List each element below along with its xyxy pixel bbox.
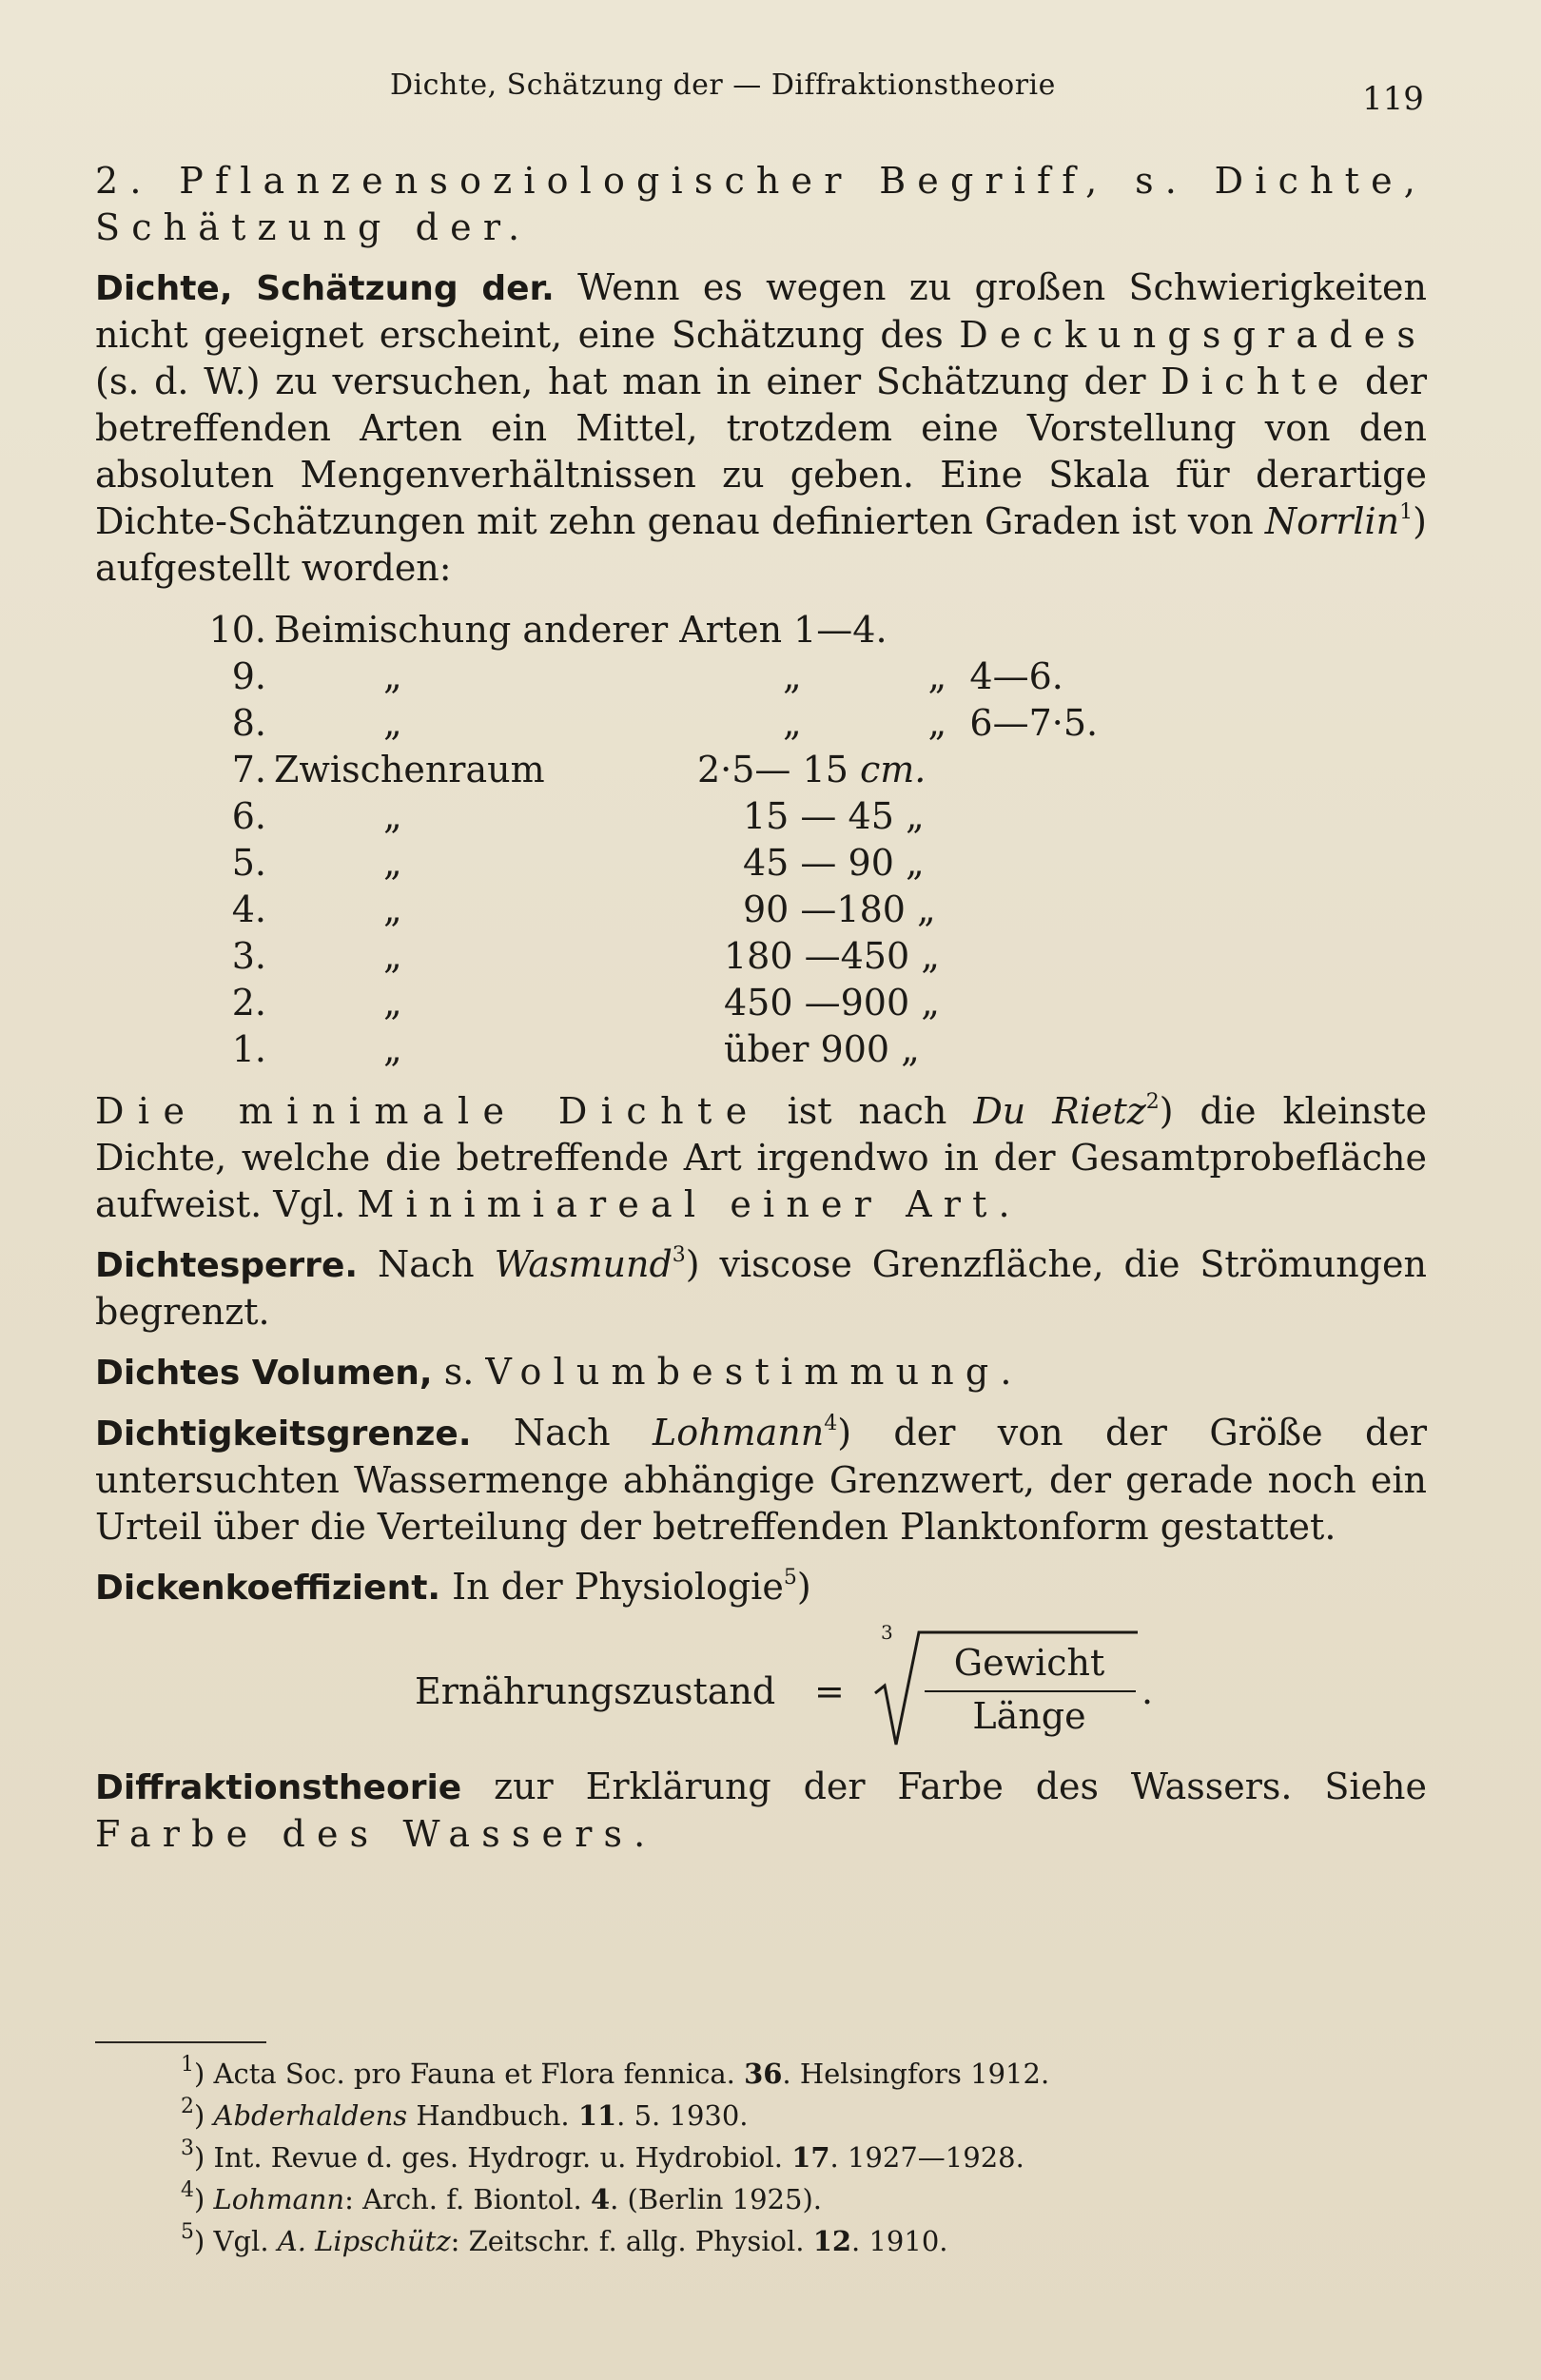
table-row: 7. Zwischenraum 2·5— 15 cm. xyxy=(231,749,927,790)
fraction-bar xyxy=(925,1690,1136,1692)
spaced-term: Die minimale Dichte xyxy=(95,1090,761,1132)
footnote: $^2$) Abderhaldens Handbuch. 11. 5. 1930. xyxy=(181,2095,749,2132)
footnote: $^3$) Int. Revue d. ges. Hydrogr. u. Hydrobiol. 17. 1927—1928. xyxy=(181,2136,1024,2174)
table-row: 9. „ „ „ 4—6. xyxy=(231,655,1063,697)
spaced-term: Volumbestimmung. xyxy=(485,1351,1024,1393)
footnote-ref: 5 xyxy=(783,1566,797,1590)
entry-pflanzensoziologisch: 2. Pflanzensoziologischer Begriff, s. Dichte, Schätzung der. xyxy=(95,160,1427,248)
formula-end: . xyxy=(1141,1670,1154,1712)
footnote: $^5$) Vgl. A. Lipschütz: Zeitschr. f. allg. Physiol. 12. 1910. xyxy=(181,2220,948,2257)
fraction-numerator: Gewicht xyxy=(953,1642,1105,1684)
author-name: Wasmund xyxy=(494,1243,673,1285)
spaced-term: Deckungsgrades xyxy=(959,314,1427,356)
table-row: 4. „ 90 —180 „ xyxy=(231,888,936,930)
footnote-ref: 2 xyxy=(1145,1090,1160,1115)
table-row: 5. „ 45 — 90 „ xyxy=(231,842,925,884)
entry-dichtesperre: Dichtesperre. Nach Wasmund$^3$) viscose Grenzfläche, die Strömungen begrenzt. xyxy=(95,1243,1427,1333)
footnotes xyxy=(181,2053,1322,2262)
spaced-term: Minimiareal einer Art. xyxy=(357,1183,1022,1225)
formula xyxy=(95,1611,1427,1754)
spaced-term: Farbe des Wassers. xyxy=(95,1813,657,1855)
table-row: 2. „ 450 —900 „ xyxy=(231,982,940,1024)
footnote: $^4$) Lohmann: Arch. f. Biontol. 4. (Berlin 1925). xyxy=(181,2178,822,2215)
main-text xyxy=(95,158,1427,1858)
page-number: 119 xyxy=(1362,80,1424,118)
fraction-denominator: Länge xyxy=(972,1695,1086,1737)
footnote: $^1$) Acta Soc. pro Fauna et Flora fennica. 36. Helsingfors 1912. xyxy=(181,2053,1050,2090)
density-scale-table xyxy=(200,607,1098,1073)
table-row: 10. Beimischung anderer Arten 1—4. xyxy=(208,609,888,651)
table-row: 1. „ über 900 „ xyxy=(231,1028,920,1070)
author-name: Du Rietz xyxy=(973,1090,1146,1132)
headword: Dichtes Volumen, xyxy=(95,1354,433,1393)
entry-dichte-schaetzung: Dichte, Schätzung der. Wenn es wegen zu großen Schwierigkeiten nicht geeignet erscheint, eine Schätzung des Deckungsgrades (s. d. W.) zu versuchen, hat man in einer Schätzung der Dichte der betreffenden Arten ein Mittel, trotzdem eine Vorstellung von den absoluten Mengenverhältnissen zu geben. Eine Skala für derartige Dichte-Schätzungen mit zehn genau definierten Graden ist von Norrlin$^1$) aufgestellt worden: xyxy=(95,266,1428,589)
entry-dichtes-volumen: Dichtes Volumen, s. Volumbestimmung. xyxy=(95,1351,1024,1393)
entry-dickenkoeffizient: Dickenkoeffizient. In der Physiologie$^5$) xyxy=(95,1566,811,1608)
root-index: 3 xyxy=(881,1621,893,1644)
footnote-rule xyxy=(95,2041,266,2043)
equals-sign: = xyxy=(814,1670,845,1712)
entry-dichtigkeitsgrenze: Dichtigkeitsgrenze. Nach Lohmann$^4$) der von der Größe der untersuchten Wassermenge abhängige Grenzwert, der gerade noch ein Urteil über die Verteilung der betreffenden Planktonform gestattet. xyxy=(95,1412,1427,1548)
running-title: Dichte, Schätzung der — Diffraktionstheorie xyxy=(390,68,1056,102)
headword: Dickenkoeffizient. xyxy=(95,1569,441,1608)
footnote-ref: 3 xyxy=(672,1243,686,1268)
headword: Diffraktionstheorie xyxy=(95,1768,462,1807)
table-row: 3. „ 180 —450 „ xyxy=(231,935,940,977)
author-name: Norrlin xyxy=(1264,500,1400,542)
table-row: 6. „ 15 — 45 „ xyxy=(231,795,925,837)
headword: Dichtesperre. xyxy=(95,1246,359,1285)
headword: Dichte, Schätzung der. xyxy=(95,269,555,308)
footnote-ref: 4 xyxy=(824,1412,838,1436)
table-row: 8. „ „ „ 6—7·5. xyxy=(231,702,1099,744)
entry-diffraktionstheorie: Diffraktionstheorie zur Erklärung der Farbe des Wassers. Siehe Farbe des Wassers. xyxy=(95,1765,1427,1855)
spaced-term: Dichte xyxy=(1161,361,1351,402)
formula-lhs: Ernährungszustand xyxy=(415,1670,776,1712)
author-name: Lohmann xyxy=(652,1412,825,1453)
footnote-ref: 1 xyxy=(1399,500,1414,525)
headword: Dichtigkeitsgrenze. xyxy=(95,1414,472,1453)
entry-minimale-dichte: Die minimale Dichte ist nach Du Rietz$^2$) die kleinste Dichte, welche die betreffende Art irgendwo in der Gesamtprobefläche aufweist. Vgl. Minimiareal einer Art. xyxy=(95,1090,1427,1225)
